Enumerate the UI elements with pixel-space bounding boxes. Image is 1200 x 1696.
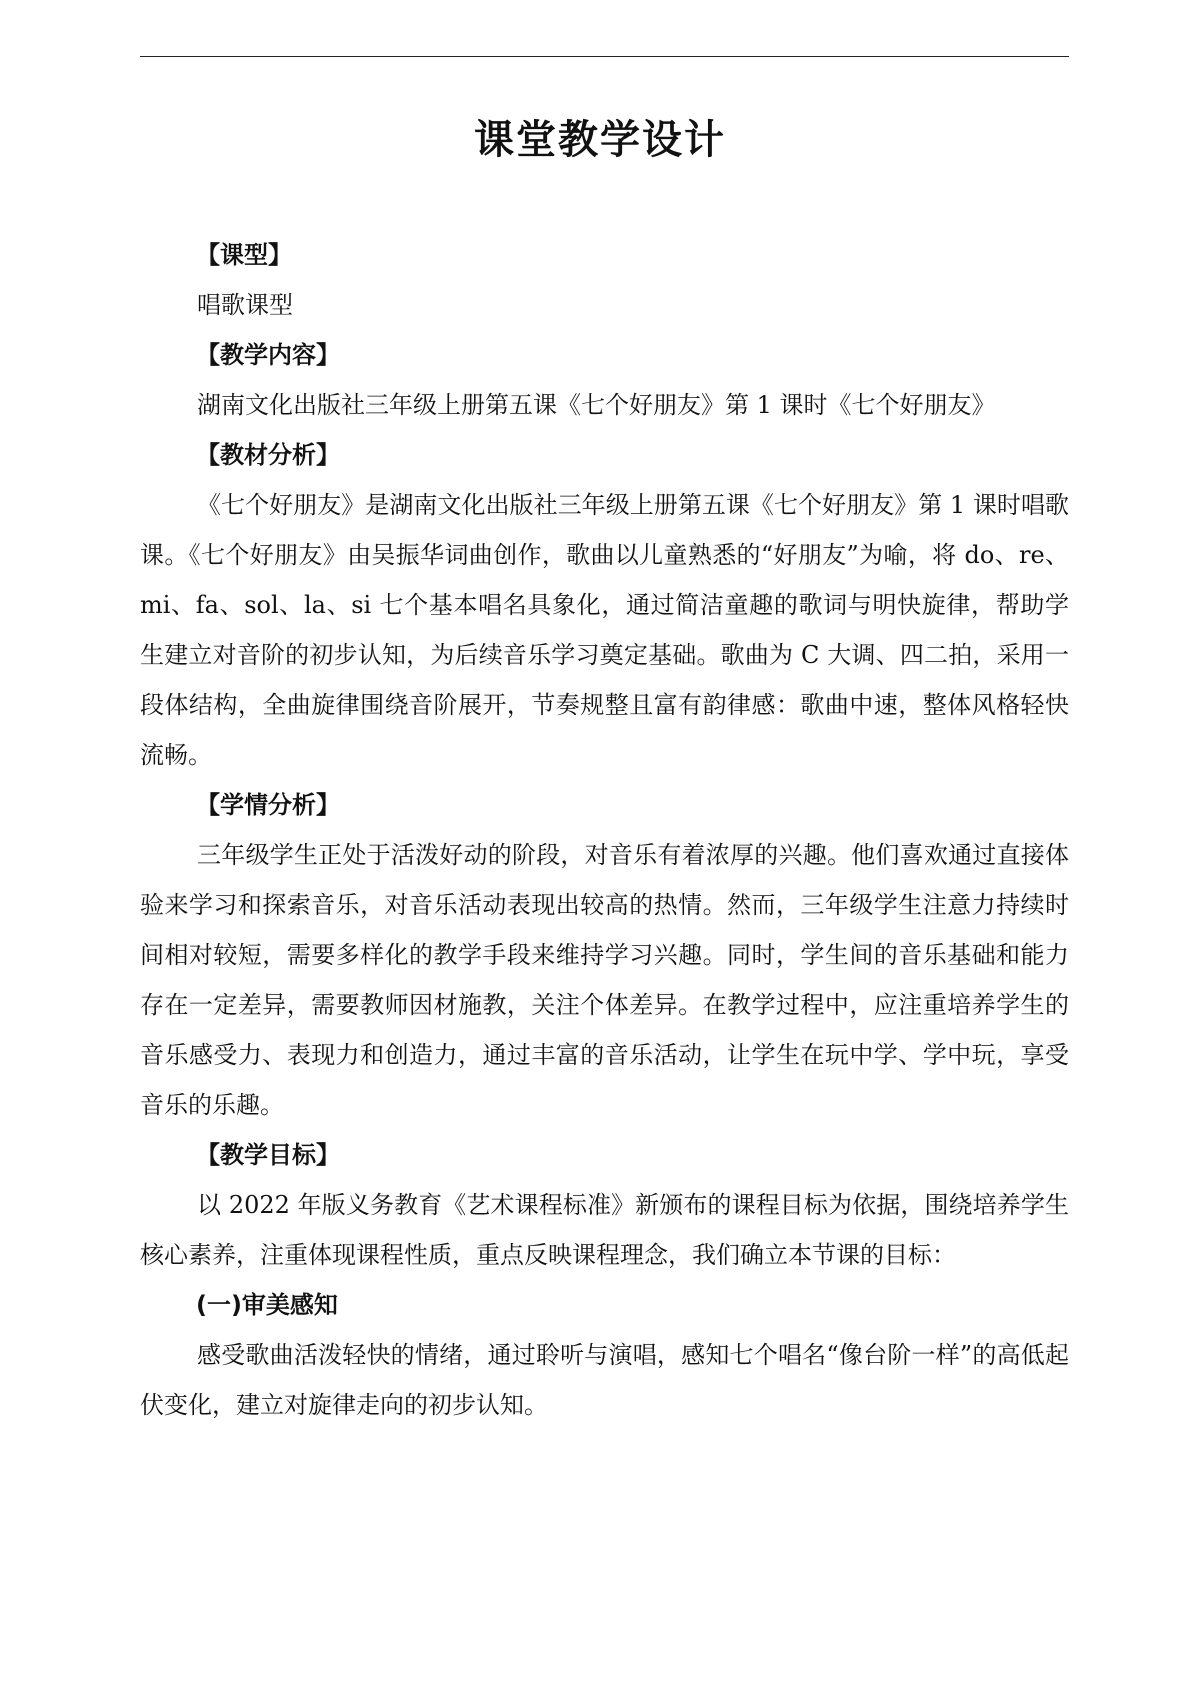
paragraph-teaching-content: 湖南文化出版社三年级上册第五课《七个好朋友》第 1 课时《七个好朋友》 [197, 391, 996, 419]
paragraph-student-analysis: 三年级学生正处于活泼好动的阶段，对音乐有着浓厚的兴趣。他们喜欢通过直接体验来学习和探索音乐，对音乐活动表现出较高的热情。然而，三年级学生注意力持续时间相对较短，需要多样化的教学手段来维持学习兴趣。同时，学生间的音乐基础和能力存在一定差异，需要教师因材施教，关注个体差异。在教学过程中，应注重培养学生的音乐感受力、表现力和创造力，通过丰富的音乐活动，让学生在玩中学、学中玩，享受音乐的乐趣。 [140, 841, 1069, 1119]
document-title: 课堂教学设计 [474, 117, 726, 163]
paragraph-lesson-type: 唱歌课型 [197, 291, 293, 319]
heading-teaching-content: 【教学内容】 [196, 341, 340, 369]
document-body [140, 230, 1069, 1430]
paragraph-teaching-goals: 以 2022 年版义务教育《艺术课程标准》新颁布的课程目标为依据，围绕培养学生核心素养，注重体现课程性质，重点反映课程理念，我们确立本节课的目标： [140, 1191, 1069, 1269]
heading-student-analysis: 【学情分析】 [196, 791, 340, 819]
heading-lesson-type: 【课型】 [196, 241, 292, 269]
heading-textbook-analysis: 【教材分析】 [196, 441, 340, 469]
header-rule [140, 56, 1069, 57]
paragraph-aesthetic-perception: 感受歌曲活泼轻快的情绪，通过聆听与演唱，感知七个唱名“像台阶一样”的高低起伏变化，建立对旋律走向的初步认知。 [140, 1341, 1069, 1419]
heading-teaching-goals: 【教学目标】 [196, 1141, 340, 1169]
paragraph-textbook-analysis: 《七个好朋友》是湖南文化出版社三年级上册第五课《七个好朋友》第 1 课时唱歌课。《七个好朋友》由吴振华词曲创作，歌曲以儿童熟悉的“好朋友”为喻，将 do、re、mi、fa、sol、la、si 七个基本唱名具象化，通过简洁童趣的歌词与明快旋律，帮助学生建立对音阶的初步认知，为后续音乐学习奠定基础。歌曲为 C 大调、四二拍，采用一段体结构，全曲旋律围绕音阶展开，节奏规整且富有韵律感：歌曲中速，整体风格轻快流畅。 [140, 491, 1069, 769]
subheading-aesthetic-perception: (一)审美感知 [196, 1291, 338, 1319]
